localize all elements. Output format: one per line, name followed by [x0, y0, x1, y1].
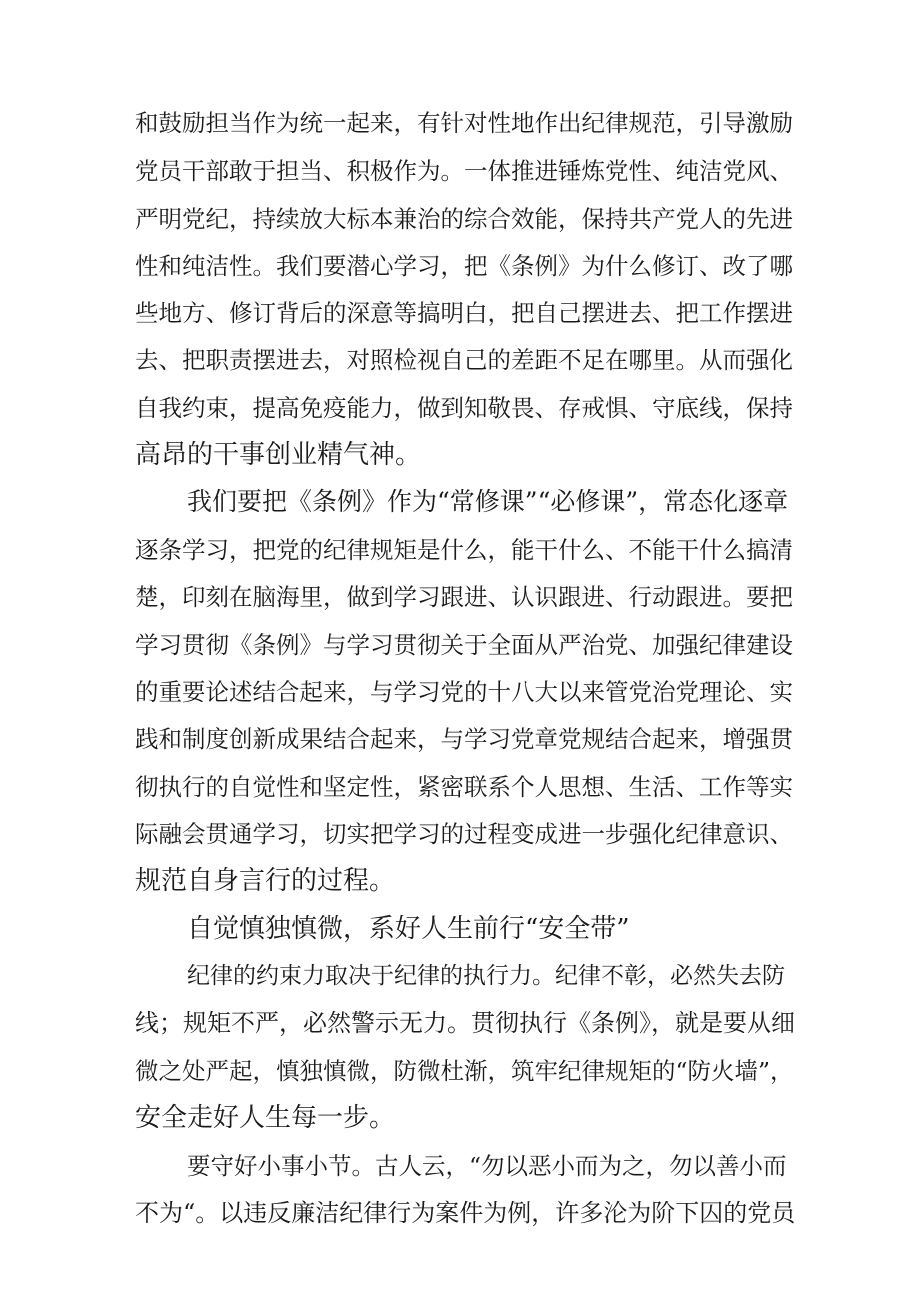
heading-text: 自觉慎独慎微，系好人生前行“安全带”: [187, 914, 630, 944]
line-text: 的重要论述结合起来，与学习党的十八大以来管党治党理论、实: [135, 678, 793, 706]
line-text: 我们要把《条例》作为“常修课”“必修课”，常态化逐章: [187, 487, 789, 516]
line-text: 彻执行的自觉性和坚定性，紧密联系个人思想、生活、工作等实: [135, 773, 793, 801]
text-line: [0, 243, 920, 289]
text-line: [0, 290, 920, 336]
section-heading: [0, 906, 920, 952]
text-line: [0, 479, 920, 525]
line-text: 高昂的干事创业精气神。: [135, 440, 422, 470]
text-line: [0, 1095, 920, 1141]
text-line: [0, 385, 920, 431]
text-line: [0, 1048, 920, 1094]
line-text: 逐条学习，把党的纪律规矩是什么，能干什么、不能干什么搞清: [135, 536, 793, 564]
text-line: [0, 858, 920, 904]
text-line: [0, 811, 920, 857]
text-line: [0, 953, 920, 999]
line-text: 不为“。以违反廉洁纪律行为案件为例，许多沦为阶下囚的党员: [135, 1199, 796, 1227]
line-text: 践和制度创新成果结合起来，与学习党章党规结合起来，增强贯: [135, 725, 793, 753]
text-line: [0, 669, 920, 715]
text-line: [0, 622, 920, 668]
line-text: 微之处严起，慎独慎微，防微杜渐，筑牢纪律规矩的“防火墙”，: [135, 1057, 794, 1085]
text-line: [0, 100, 920, 146]
line-text: 学习贯彻《条例》与学习贯彻关于全面从严治党、加强纪律建设: [135, 631, 793, 659]
line-text: 严明党纪，持续放大标本兼治的综合效能，保持共产党人的先进: [135, 205, 793, 233]
text-line: [0, 574, 920, 620]
text-line: [0, 1000, 920, 1046]
line-text: 去、把职责摆进去，对照检视自己的差距不足在哪里。从而强化: [135, 346, 793, 374]
text-line: [0, 1143, 920, 1189]
text-line: [0, 764, 920, 810]
text-line: [0, 337, 920, 383]
line-text: 性和纯洁性。我们要潜心学习，把《条例》为什么修订、改了哪: [135, 252, 793, 280]
line-text: 党员干部敢于担当、积极作为。一体推进锤炼党性、纯洁党风、: [135, 157, 793, 185]
text-line: [0, 196, 920, 242]
line-text: 安全走好人生每一步。: [135, 1103, 396, 1133]
text-line: [0, 716, 920, 762]
line-text: 际融会贯通学习，切实把学习的过程变成进一步强化纪律意识、: [135, 820, 793, 848]
line-text: 规范自身言行的过程。: [135, 866, 396, 896]
line-text: 自我约束，提高免疫能力，做到知敬畏、存戒惧、守底线，保持: [135, 394, 793, 422]
line-text: 线；规矩不严，必然警示无力。贯彻执行《条例》，就是要从细: [135, 1009, 795, 1037]
line-text: 些地方、修订背后的深意等搞明白，把自己摆进去、把工作摆进: [135, 299, 793, 327]
line-text: 和鼓励担当作为统一起来，有针对性地作出纪律规范，引导激励: [135, 109, 793, 137]
text-line: [0, 1190, 920, 1236]
line-text: 要守好小事小节。古人云，“勿以恶小而为之，勿以善小而: [187, 1152, 787, 1180]
line-text: 楚，印刻在脑海里，做到学习跟进、认识跟进、行动跟进。要把: [135, 583, 793, 611]
text-line: [0, 148, 920, 194]
text-line: [0, 432, 920, 478]
line-text: 纪律的约束力取决于纪律的执行力。纪律不彰，必然失去防: [187, 963, 785, 989]
text-line: [0, 527, 920, 573]
